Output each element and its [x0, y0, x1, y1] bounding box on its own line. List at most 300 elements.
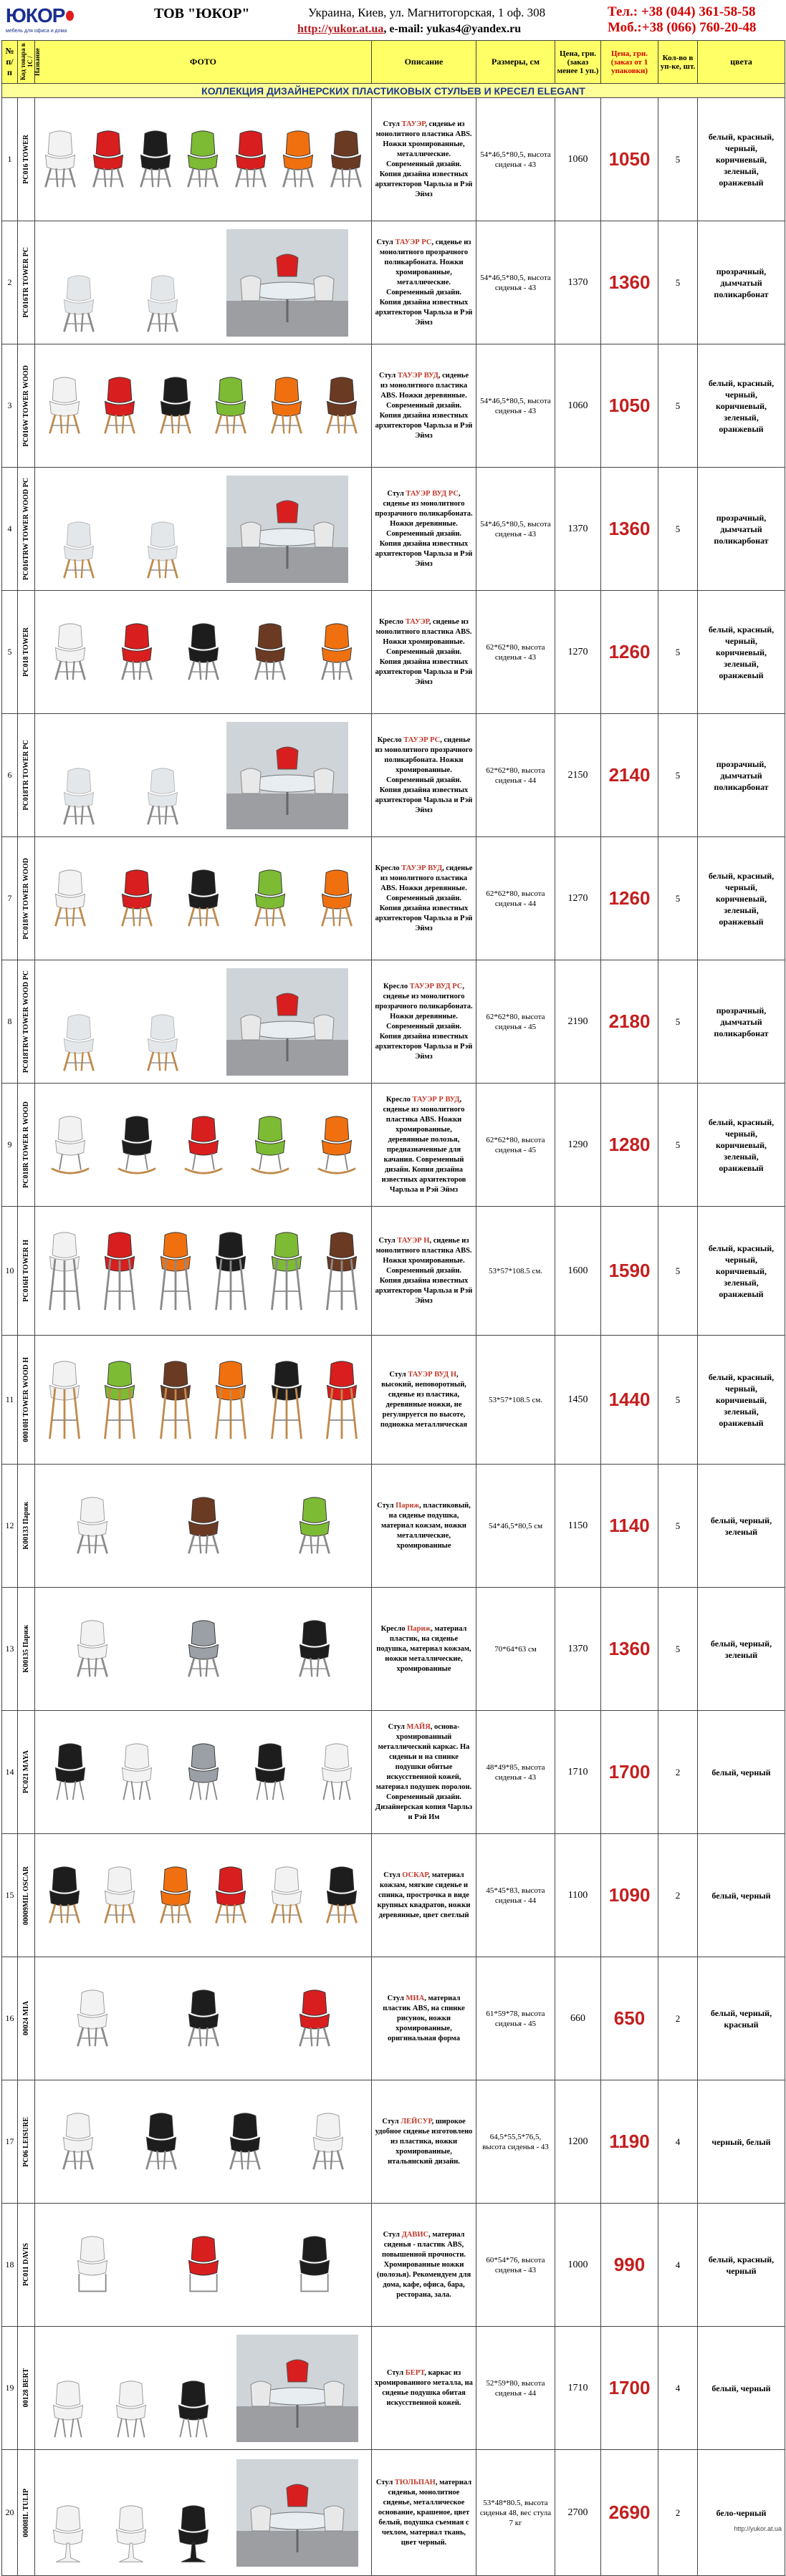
- row-number: 18: [2, 2204, 18, 2327]
- desc-text: , каркас из хромированного металла, на сиденье подушка обитая искусственной кожей.: [375, 2368, 473, 2407]
- chair-photo: [267, 1357, 307, 1443]
- product-code: [18, 1084, 35, 1207]
- model-name[interactable]: ТАУЭР РС: [395, 238, 432, 246]
- product-photos: [35, 1711, 372, 1834]
- price-wholesale: 1360: [601, 221, 658, 344]
- desc-prefix: Стул: [388, 1722, 407, 1731]
- available-colors: белый, красный, черный, коричневый, зеленый, оранжевый: [698, 1336, 785, 1465]
- product-size: 52*59*80, высота сиденья - 44: [476, 2327, 555, 2450]
- product-code-text: PC021 MAYA: [22, 1750, 30, 1794]
- col-header-size: Размеры, см: [476, 41, 555, 84]
- model-name[interactable]: МИА: [406, 1994, 425, 2002]
- email-text[interactable]: , e-mail: yukas4@yandex.ru: [383, 23, 522, 35]
- phone-office[interactable]: Тел.: +38 (044) 361-58-58: [608, 4, 756, 19]
- desc-prefix: Кресло: [383, 982, 410, 990]
- chair-photo: [183, 1740, 224, 1805]
- interior-photo: [236, 2459, 358, 2567]
- price-wholesale: 2180: [601, 960, 658, 1084]
- product-size: 62*62*80, высота сиденья - 45: [476, 960, 555, 1084]
- product-size: 62*62*80, высота сиденья - 45: [476, 1084, 555, 1207]
- product-code: [18, 344, 35, 468]
- product-code: [18, 1711, 35, 1834]
- available-colors: черный, белый: [698, 2080, 785, 2204]
- available-colors: бело-черный: [698, 2450, 785, 2576]
- desc-text: , основа- хромированный металлический каркас. На сиденьи и на спинке подушки обитые искусственной кожей, материал подушек поролон. Современный дизайн. Дизайнерская копия Чарльз и Рэй Им: [375, 1722, 473, 1821]
- col-header-num: № п/п: [2, 41, 18, 84]
- table-row: [2, 98, 785, 221]
- company-name: ТОВ "ЮКОР": [154, 6, 250, 21]
- photo-gallery: [38, 1113, 368, 1177]
- price-wholesale: 1050: [601, 344, 658, 468]
- price-retail: 1370: [555, 1588, 601, 1711]
- product-photos: [35, 1588, 372, 1711]
- chair-photo: [155, 1228, 196, 1314]
- chair-photo: [141, 2110, 181, 2174]
- contact-line: [297, 23, 521, 36]
- chair-photo: [58, 2110, 98, 2174]
- desc-text: , сиденье из монолитного пластика ABS. Ножки хромированные, деревянные полозья, предназначенные для качания. Современный дизайн. Копия дизайна известных архитекторов Чарльза и Рэй Эймз: [381, 1095, 466, 1194]
- logo-tagline: мебель для офиса и дома: [6, 29, 67, 34]
- chair-photo: [72, 2233, 112, 2297]
- product-photos: [35, 98, 372, 221]
- pack-quantity: 5: [658, 591, 698, 714]
- product-photos: [35, 1207, 372, 1336]
- price-retail: 1060: [555, 344, 601, 468]
- price-list-header: [0, 0, 786, 44]
- product-photos: [35, 344, 372, 468]
- desc-prefix: Кресло: [380, 1624, 408, 1633]
- chair-photo: [48, 2378, 88, 2442]
- product-code: [18, 98, 35, 221]
- chair-photo: [40, 127, 80, 192]
- desc-text: , сиденье из монолитного прозрачного поликарбоната. Ножки хромированные. Современный дизайн. Копия дизайна известных архитекторов Чарльза и Рэй Эймз: [375, 735, 473, 814]
- chair-photo: [322, 1357, 362, 1443]
- product-description: [372, 591, 476, 714]
- pack-quantity: 5: [658, 344, 698, 468]
- product-code-text: 00008IL TULIP: [22, 2488, 30, 2537]
- table-row: [2, 344, 785, 468]
- chair-photo: [59, 1011, 99, 1076]
- product-description: [372, 2450, 476, 2576]
- product-size: 62*62*80, высота сиденья - 43: [476, 591, 555, 714]
- chair-photo: [250, 620, 290, 685]
- chair-photo: [322, 374, 362, 438]
- available-colors: белый, красный, черный, коричневый, зеленый, оранжевый: [698, 1207, 785, 1336]
- price-retail: 1710: [555, 2327, 601, 2450]
- pack-quantity: 4: [658, 2327, 698, 2450]
- pack-quantity: 5: [658, 98, 698, 221]
- product-size: 61*59*78, высота сиденья - 45: [476, 1957, 555, 2080]
- product-size: 54*46,5*80,5, высота сиденья - 43: [476, 221, 555, 344]
- product-size: 45*45*83, высота сиденья - 44: [476, 1834, 555, 1957]
- price-retail: 1270: [555, 837, 601, 960]
- chair-photo: [294, 1494, 335, 1558]
- product-size: 54*46,5*80,5, высота сиденья - 43: [476, 344, 555, 468]
- chair-photo: [294, 1987, 335, 2051]
- chair-photo: [183, 620, 224, 685]
- pack-quantity: 5: [658, 221, 698, 344]
- product-description: [372, 468, 476, 591]
- product-code: [18, 1207, 35, 1336]
- row-number: 20: [2, 2450, 18, 2576]
- price-wholesale: 650: [601, 1957, 658, 2080]
- row-number: 19: [2, 2327, 18, 2450]
- interior-photo: [226, 476, 348, 583]
- chair-photo: [72, 1617, 112, 1682]
- company-address: Украина, Киев, ул. Магнитогорская, 1 оф. 308: [308, 6, 546, 19]
- chair-photo: [183, 2233, 224, 2297]
- available-colors: прозрачный, дымчатый поликарбонат: [698, 960, 785, 1084]
- desc-prefix: Стул: [389, 1370, 408, 1379]
- product-description: [372, 1465, 476, 1588]
- product-code-text: PC016TR TOWER PC: [22, 247, 30, 318]
- chair-photo: [100, 1228, 140, 1314]
- site-link[interactable]: http://yukor.at.ua: [297, 23, 384, 35]
- chair-photo: [183, 867, 224, 931]
- desc-text: , сиденье из монолитного пластика ABS. Ножки хромированные. Современный дизайн. Копия дизайна известных архитекторов Чарльза и Рэй Эймз: [375, 1236, 473, 1305]
- row-number: 17: [2, 2080, 18, 2204]
- chair-photo: [59, 518, 99, 583]
- price-table: [1, 40, 785, 2576]
- chair-photo: [143, 518, 183, 583]
- model-name[interactable]: ТАУЭР ВУД РС: [406, 489, 459, 498]
- product-description: [372, 837, 476, 960]
- chair-photo: [183, 1494, 224, 1558]
- photo-gallery: [38, 374, 368, 438]
- photo-gallery: [38, 867, 368, 931]
- desc-prefix: Стул: [377, 1501, 396, 1510]
- row-number: 3: [2, 344, 18, 468]
- product-size: 54*46,5*80,5, высота сиденья - 43: [476, 468, 555, 591]
- model-name[interactable]: Париж: [407, 1624, 431, 1633]
- photo-gallery: [38, 2459, 368, 2567]
- product-code: [18, 1834, 35, 1957]
- table-row: [2, 1465, 785, 1588]
- price-retail: 1370: [555, 468, 601, 591]
- product-code-text: PC016H TOWER H: [22, 1240, 30, 1302]
- product-size: 48*49*85, высота сиденья - 43: [476, 1711, 555, 1834]
- desc-prefix: Стул: [386, 2368, 406, 2377]
- chair-photo: [211, 1228, 251, 1314]
- product-code-text: 00024 MIA: [22, 2001, 30, 2036]
- price-wholesale: 1090: [601, 1834, 658, 1957]
- desc-prefix: Стул: [383, 2230, 402, 2239]
- photo-gallery: [38, 722, 368, 829]
- pack-quantity: 2: [658, 2450, 698, 2576]
- model-name[interactable]: ТАУЭР: [401, 120, 426, 128]
- price-wholesale: 1440: [601, 1336, 658, 1465]
- product-photos: [35, 714, 372, 837]
- price-wholesale: 1700: [601, 1711, 658, 1834]
- chair-photo: [155, 1863, 196, 1928]
- model-name[interactable]: ОСКАР: [402, 1871, 428, 1879]
- product-photos: [35, 2327, 372, 2450]
- table-row: [2, 1834, 785, 1957]
- logo-dot-icon: [66, 11, 74, 21]
- section-row: [2, 84, 785, 98]
- model-name[interactable]: ТАУЭР ВУД РС: [409, 982, 463, 990]
- product-code: [18, 2080, 35, 2204]
- price-retail: 1370: [555, 221, 601, 344]
- row-number: 4: [2, 468, 18, 591]
- chair-photo: [50, 620, 90, 685]
- photo-gallery: [38, 1228, 368, 1314]
- row-number: 1: [2, 98, 18, 221]
- product-code-text: PC011 DAVIS: [22, 2243, 30, 2287]
- product-photos: [35, 591, 372, 714]
- photo-gallery: [38, 1357, 368, 1443]
- chair-photo: [44, 1228, 85, 1314]
- chair-photo: [100, 1357, 140, 1443]
- model-name[interactable]: ТАУЭР Н: [397, 1236, 430, 1245]
- table-row: [2, 837, 785, 960]
- available-colors: белый, красный, черный, коричневый, зеленый, оранжевый: [698, 344, 785, 468]
- chair-photo: [183, 1113, 224, 1177]
- pack-quantity: 2: [658, 1834, 698, 1957]
- product-size: 53*48*80.5, высота сиденья 48, вес стула 7 кг: [476, 2450, 555, 2576]
- product-description: [372, 1588, 476, 1711]
- photo-gallery: [38, 1494, 368, 1558]
- photo-gallery: [38, 1617, 368, 1682]
- interior-photo: [226, 722, 348, 829]
- available-colors: прозрачный, дымчатый поликарбонат: [698, 714, 785, 837]
- pack-quantity: 5: [658, 468, 698, 591]
- available-colors: белый, черный, красный: [698, 1957, 785, 2080]
- chair-photo: [211, 374, 251, 438]
- desc-text: , материал пластик, на сиденье подушка, материал кожзам, ножки металлические, хромированные: [376, 1624, 471, 1673]
- desc-prefix: Стул: [387, 1994, 406, 2002]
- desc-prefix: Кресло: [385, 1095, 413, 1104]
- row-number: 6: [2, 714, 18, 837]
- model-name[interactable]: ТЮЛЬПАН: [394, 2478, 436, 2486]
- product-code-text: PC06 LEISURE: [22, 2116, 30, 2167]
- model-name[interactable]: ТАУЭР: [405, 617, 429, 626]
- desc-text: , сиденье из монолитного пластика ABS. Ножки деревянные. Современный дизайн. Копия дизайна известных архитекторов Чарльза и Рэй Эймз: [375, 371, 473, 440]
- pack-quantity: 2: [658, 1711, 698, 1834]
- product-code: [18, 714, 35, 837]
- product-photos: [35, 1084, 372, 1207]
- product-photos: [35, 1465, 372, 1588]
- product-code-text: PC018R TOWER R WOOD: [22, 1101, 30, 1188]
- pack-quantity: 4: [658, 2080, 698, 2204]
- pack-quantity: 5: [658, 1336, 698, 1465]
- pack-quantity: 5: [658, 1588, 698, 1711]
- chair-photo: [267, 1228, 307, 1314]
- product-description: [372, 2327, 476, 2450]
- product-description: [372, 1711, 476, 1834]
- model-name[interactable]: ТАУЭР ВУД: [401, 864, 443, 872]
- product-photos: [35, 960, 372, 1084]
- product-code: [18, 221, 35, 344]
- chair-photo: [88, 127, 128, 192]
- model-name[interactable]: БЕРТ: [405, 2368, 425, 2377]
- desc-text: , сиденье из монолитного пластика ABS. Ножки хромированные. Современный дизайн. Копия дизайна известных архитекторов Чарльза и Рэй Эймз: [375, 617, 473, 686]
- available-colors: белый, черный: [698, 1711, 785, 1834]
- product-size: 54*46,5*80,5, высота сиденья - 43: [476, 98, 555, 221]
- model-name[interactable]: ДАВИС: [401, 2230, 429, 2239]
- product-code-text: 00010H TOWER WOOD H: [22, 1357, 30, 1442]
- chair-photo: [72, 1987, 112, 2051]
- model-name[interactable]: Париж: [396, 1501, 420, 1510]
- desc-prefix: Кресло: [375, 864, 402, 872]
- product-description: [372, 1207, 476, 1336]
- product-photos: [35, 221, 372, 344]
- desc-prefix: Стул: [376, 238, 396, 246]
- model-name[interactable]: ТАУЭР ВУД: [397, 371, 438, 380]
- phone-mobile[interactable]: Моб.:+38 (066) 760-20-48: [608, 20, 757, 35]
- price-wholesale: 990: [601, 2204, 658, 2327]
- desc-prefix: Стул: [378, 371, 398, 380]
- desc-text: , сиденье из монолитного прозрачного поликарбоната. Ножки хромированные, металлические. Современный дизайн. Копия дизайна известных архитекторов Чарльза и Рэй Эймз: [375, 238, 473, 327]
- table-row: [2, 1588, 785, 1711]
- price-retail: 1060: [555, 98, 601, 221]
- pack-quantity: 5: [658, 960, 698, 1084]
- price-retail: 1710: [555, 1711, 601, 1834]
- table-row: [2, 468, 785, 591]
- table-row: [2, 960, 785, 1084]
- product-code-text: PC016W TOWER WOOD: [22, 365, 30, 447]
- model-name[interactable]: ТАУЭР ВУД Н: [408, 1370, 457, 1379]
- price-retail: 1600: [555, 1207, 601, 1336]
- table-row: [2, 1084, 785, 1207]
- chair-photo: [317, 867, 357, 931]
- chair-photo: [100, 1863, 140, 1928]
- price-wholesale: 2690: [601, 2450, 658, 2576]
- product-code-text: PC018 TOWER: [22, 627, 30, 677]
- chair-photo: [155, 1357, 196, 1443]
- price-wholesale: 1280: [601, 1084, 658, 1207]
- chair-photo: [117, 1740, 157, 1805]
- model-name[interactable]: ЛЕЙСУР: [401, 2117, 432, 2126]
- footer-watermark: http://yukor.at.ua: [734, 2525, 782, 2532]
- photo-gallery: [38, 1863, 368, 1928]
- price-wholesale: 1260: [601, 591, 658, 714]
- product-code: [18, 1588, 35, 1711]
- model-name[interactable]: ТАУЭР Р ВУД: [412, 1095, 460, 1104]
- product-code-text: 00009MIL OSCAR: [22, 1866, 30, 1925]
- table-row: [2, 2450, 785, 2576]
- pack-quantity: 5: [658, 714, 698, 837]
- chair-photo: [50, 867, 90, 931]
- interior-photo: [226, 229, 348, 337]
- product-photos: [35, 1336, 372, 1465]
- row-number: 9: [2, 1084, 18, 1207]
- product-photos: [35, 1834, 372, 1957]
- photo-gallery: [38, 1740, 368, 1805]
- price-wholesale: 1360: [601, 468, 658, 591]
- desc-text: , сиденье из монолитного прозрачного поликарбоната. Ножки деревянные. Современный дизайн. Копия дизайна известных архитекторов Чарльза и Рэй Эймз: [375, 489, 473, 568]
- model-name[interactable]: ТАУЭР РС: [403, 735, 441, 744]
- chair-photo: [44, 1863, 85, 1928]
- row-number: 7: [2, 837, 18, 960]
- chair-photo: [183, 1617, 224, 1682]
- price-retail: 1290: [555, 1084, 601, 1207]
- price-retail: 1270: [555, 591, 601, 714]
- product-photos: [35, 468, 372, 591]
- product-size: 54*46,5*80,5 см: [476, 1465, 555, 1588]
- col-header-photo: ФОТО: [35, 41, 372, 84]
- desc-text: , сиденье из монолитного пластика ABS. Ножки хромированные, металлические. Современный дизайн. Копия дизайна известных архитекторов Чарльза и Рэй Эймз: [375, 120, 473, 198]
- desc-prefix: Стул: [375, 2478, 395, 2486]
- chair-photo: [183, 127, 223, 192]
- desc-prefix: Кресло: [377, 735, 404, 744]
- product-code-text: K00133 Париж: [22, 1502, 30, 1550]
- price-retail: 1000: [555, 2204, 601, 2327]
- pack-quantity: 5: [658, 1084, 698, 1207]
- product-description: [372, 2080, 476, 2204]
- table-header-row: [2, 41, 785, 84]
- chair-photo: [100, 374, 140, 438]
- product-size: 62*62*80, высота сиденья - 44: [476, 714, 555, 837]
- product-code-text: PC016TRW TOWER WOOD PC: [22, 477, 30, 581]
- available-colors: прозрачный, дымчатый поликарбонат: [698, 221, 785, 344]
- chair-photo: [44, 374, 85, 438]
- col-header-price-new: Цена, грн. (заказ от 1 упаковки): [601, 41, 658, 84]
- photo-gallery: [38, 2110, 368, 2174]
- available-colors: белый, красный, черный, коричневый, зеленый, оранжевый: [698, 1084, 785, 1207]
- chair-photo: [50, 1113, 90, 1177]
- available-colors: белый, черный, зеленый: [698, 1465, 785, 1588]
- table-row: [2, 591, 785, 714]
- chair-photo: [294, 1617, 335, 1682]
- chair-photo: [59, 272, 99, 337]
- product-description: [372, 714, 476, 837]
- product-description: [372, 98, 476, 221]
- chair-photo: [173, 2502, 214, 2567]
- desc-text: , сиденье из монолитного пластика ABS. Ножки деревянные. Современный дизайн. Копия дизайна известных архитекторов Чарльза и Рэй Эймз: [375, 864, 473, 932]
- chair-photo: [308, 2110, 348, 2174]
- price-retail: 1150: [555, 1465, 601, 1588]
- product-code: [18, 591, 35, 714]
- chair-photo: [143, 1011, 183, 1076]
- product-code-text: 00128 BERT: [22, 2368, 30, 2408]
- available-colors: белый, красный, черный: [698, 2204, 785, 2327]
- product-code: [18, 837, 35, 960]
- price-wholesale: 1050: [601, 98, 658, 221]
- chair-photo: [267, 374, 307, 438]
- chair-photo: [143, 765, 183, 829]
- table-row: [2, 1336, 785, 1465]
- product-photos: [35, 1957, 372, 2080]
- available-colors: белый, красный, черный, коричневый, зеленый, оранжевый: [698, 98, 785, 221]
- row-number: 12: [2, 1465, 18, 1588]
- chair-photo: [250, 1740, 290, 1805]
- chair-photo: [250, 867, 290, 931]
- product-description: [372, 2204, 476, 2327]
- product-code-text: K00135 Париж: [22, 1625, 30, 1673]
- chair-photo: [322, 1228, 362, 1314]
- product-description: [372, 960, 476, 1084]
- col-header-code: Код товара в 1С / Название: [18, 41, 35, 84]
- product-code-text: PC018W TOWER WOOD: [22, 857, 30, 940]
- chair-photo: [231, 127, 271, 192]
- chair-photo: [135, 127, 176, 192]
- table-row: [2, 2204, 785, 2327]
- desc-text: , сиденье из монолитного прозрачного поликарбоната. Ножки деревянные. Современный дизайн. Копия дизайна известных архитекторов Чарльза и Рэй Эймз: [375, 982, 473, 1061]
- table-row: [2, 1711, 785, 1834]
- interior-photo: [226, 968, 348, 1076]
- phones: [608, 4, 756, 36]
- chair-photo: [50, 1740, 90, 1805]
- product-code: [18, 2327, 35, 2450]
- table-row: [2, 1957, 785, 2080]
- model-name[interactable]: МАЙЯ: [406, 1722, 431, 1731]
- product-code: [18, 960, 35, 1084]
- company-logo[interactable]: [6, 4, 74, 39]
- chair-photo: [317, 620, 357, 685]
- product-code: [18, 468, 35, 591]
- section-title: КОЛЛЕКЦИЯ ДИЗАЙНЕРСКИХ ПЛАСТИКОВЫХ СТУЛЬЕВ И КРЕСЕЛ ELEGANT: [2, 84, 785, 98]
